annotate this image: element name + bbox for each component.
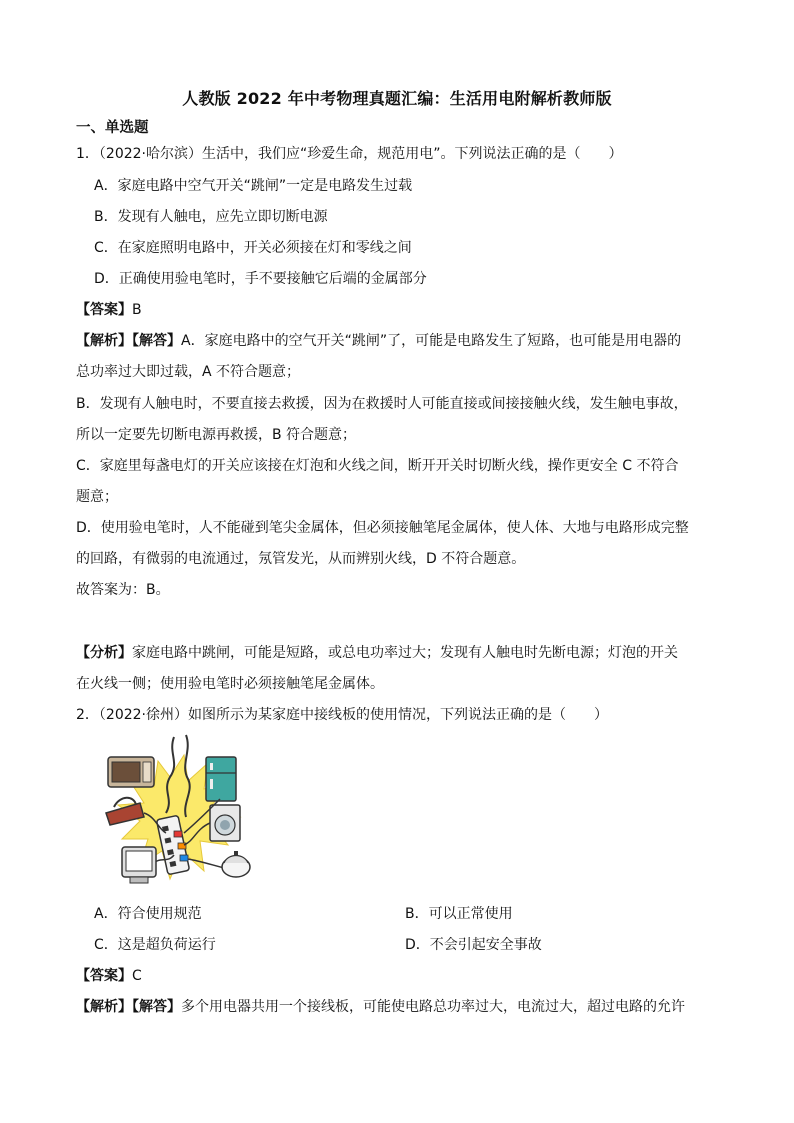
q2-explanation-line-1 xyxy=(76,997,685,1017)
q1-summary-line-2: 在火线一侧；使用验电笔时必须接触笔尾金属体。 xyxy=(76,676,384,692)
analysis-tag: 【解析】【解答】 xyxy=(76,333,181,349)
q1-explanation-line-7: D．使用验电笔时，人不能碰到笔尖金属体，但必须接触笔尾金属体，使人体、大地与电路形成完整 xyxy=(76,520,689,536)
q2-answer-line xyxy=(76,966,142,986)
overloaded-power-strip-illustration xyxy=(100,733,260,898)
answer-tag: 【答案】 xyxy=(76,968,132,984)
q1-answer-line xyxy=(76,300,142,320)
q2-option-a: A．符合使用规范 xyxy=(94,906,202,922)
q1-explanation-line-2: 总功率过大即过载，A 不符合题意； xyxy=(76,364,301,380)
q1-explanation-line-5: C．家庭里每盏电灯的开关应该接在灯泡和火线之间，断开开关时切断火线，操作更安全 C 不符合 xyxy=(76,458,679,474)
q1-explanation-line-6: 题意； xyxy=(76,489,118,505)
q1-option-d: D．正确使用验电笔时，手不要接触它后端的金属部分 xyxy=(94,271,427,287)
q2-option-b: B．可以正常使用 xyxy=(405,906,513,922)
q2-answer: C xyxy=(132,968,142,984)
q2-explanation-text-1: 多个用电器共用一个接线板，可能使电路总功率过大，电流过大，超过电路的允许 xyxy=(181,999,685,1015)
page-title: 人教版 2022 年中考物理真题汇编：生活用电附解析教师版 xyxy=(182,89,612,108)
q1-answer: B xyxy=(132,302,142,318)
summary-tag: 【分析】 xyxy=(76,645,132,661)
section-heading: 一、单选题 xyxy=(76,120,149,136)
q1-explanation-text-1: A．家庭电路中的空气开关“跳闸”了，可能是电路发生了短路，也可能是用电器的 xyxy=(181,333,682,349)
q1-explanation-line-1 xyxy=(76,331,681,351)
q2-option-d: D．不会引起安全事故 xyxy=(405,937,542,953)
q1-summary-text-1: 家庭电路中跳闸，可能是短路，或总电功率过大；发现有人触电时先断电源；灯泡的开关 xyxy=(132,645,678,661)
q1-summary-line-1 xyxy=(76,643,678,663)
analysis-tag: 【解析】【解答】 xyxy=(76,999,181,1015)
q1-explanation-line-4: 所以一定要先切断电源再救援，B 符合题意； xyxy=(76,427,357,443)
q1-stem: 1．（2022·哈尔滨）生活中，我们应“珍爱生命，规范用电”。下列说法正确的是（ ） xyxy=(76,146,623,162)
q1-final-answer: 故答案为：B。 xyxy=(76,582,170,598)
q1-option-a: A．家庭电路中空气开关“跳闸”一定是电路发生过载 xyxy=(94,178,413,194)
q1-explanation-line-3: B．发现有人触电时，不要直接去救援，因为在救援时人可能直接或间接接触火线，发生触电事故， xyxy=(76,396,688,412)
q2-option-c: C．这是超负荷运行 xyxy=(94,937,216,953)
q1-explanation-line-8: 的回路，有微弱的电流通过，氖管发光，从而辨别火线，D 不符合题意。 xyxy=(76,551,526,567)
power-strip-figure-svg xyxy=(100,733,260,898)
q2-stem: 2．（2022·徐州）如图所示为某家庭中接线板的使用情况，下列说法正确的是（ ） xyxy=(76,707,608,723)
q1-option-b: B．发现有人触电，应先立即切断电源 xyxy=(94,209,328,225)
q1-option-c: C．在家庭照明电路中，开关必须接在灯和零线之间 xyxy=(94,240,412,256)
answer-tag: 【答案】 xyxy=(76,302,132,318)
